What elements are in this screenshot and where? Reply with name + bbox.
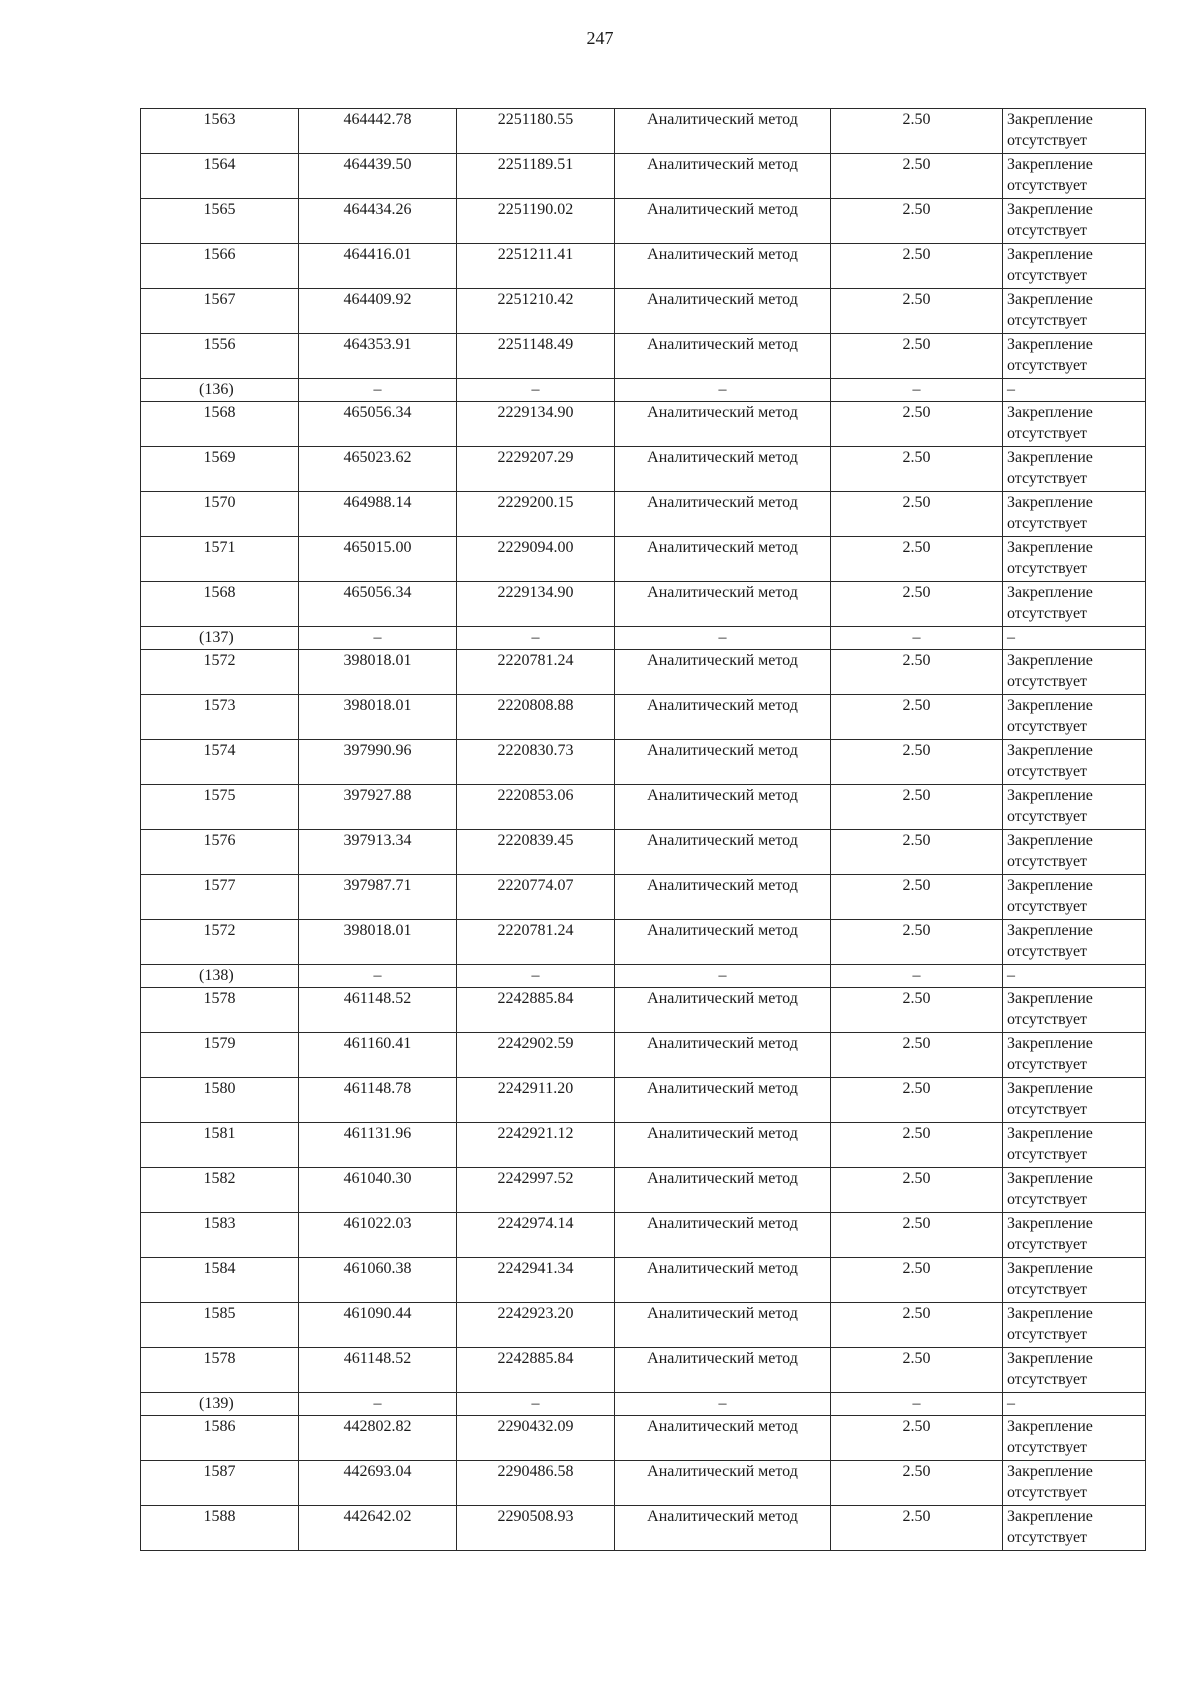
fixation-cell: Закрепление отсутствует [1003,1033,1146,1078]
method-cell: Аналитический метод [615,537,831,582]
y-coordinate-cell: 2220853.06 [457,785,615,830]
y-coordinate-cell: 2220781.24 [457,650,615,695]
method-cell: Аналитический метод [615,1416,831,1461]
point-number-cell: 1566 [141,244,299,289]
fixation-cell: Закрепление отсутствует [1003,289,1146,334]
y-coordinate-cell: 2242885.84 [457,988,615,1033]
fixation-cell: Закрепление отсутствует [1003,650,1146,695]
point-number-cell: 1570 [141,492,299,537]
fixation-cell: Закрепление отсутствует [1003,447,1146,492]
method-cell: Аналитический метод [615,109,831,154]
method-cell: Аналитический метод [615,650,831,695]
table-row [141,492,1146,537]
accuracy-cell: 2.50 [831,109,1003,154]
point-number-cell: 1584 [141,1258,299,1303]
table-row [141,1506,1146,1551]
x-coordinate-cell: 464442.78 [299,109,457,154]
point-number-cell: 1586 [141,1416,299,1461]
accuracy-cell: 2.50 [831,1078,1003,1123]
y-coordinate-cell: – [457,1393,615,1416]
accuracy-cell: 2.50 [831,650,1003,695]
accuracy-cell: 2.50 [831,740,1003,785]
fixation-cell: – [1003,1393,1146,1416]
y-coordinate-cell: 2251211.41 [457,244,615,289]
y-coordinate-cell: 2290508.93 [457,1506,615,1551]
fixation-cell: Закрепление отсутствует [1003,582,1146,627]
fixation-cell: Закрепление отсутствует [1003,1506,1146,1551]
table-row [141,1078,1146,1123]
method-cell: Аналитический метод [615,1213,831,1258]
x-coordinate-cell: – [299,965,457,988]
table-row [141,244,1146,289]
accuracy-cell: 2.50 [831,447,1003,492]
method-cell: Аналитический метод [615,1078,831,1123]
method-cell: Аналитический метод [615,830,831,875]
accuracy-cell: – [831,379,1003,402]
fixation-cell: Закрепление отсутствует [1003,1258,1146,1303]
table-row [141,1123,1146,1168]
accuracy-cell: 2.50 [831,785,1003,830]
point-number-cell: 1572 [141,920,299,965]
method-cell: Аналитический метод [615,1123,831,1168]
x-coordinate-cell: 464353.91 [299,334,457,379]
y-coordinate-cell: – [457,965,615,988]
method-cell: Аналитический метод [615,1461,831,1506]
accuracy-cell: – [831,627,1003,650]
fixation-cell: – [1003,965,1146,988]
point-number-cell: (136) [141,379,299,402]
x-coordinate-cell: 465056.34 [299,402,457,447]
accuracy-cell: 2.50 [831,537,1003,582]
method-cell: Аналитический метод [615,1506,831,1551]
accuracy-cell: 2.50 [831,1416,1003,1461]
page-number: 247 [586,28,614,48]
point-number-cell: 1578 [141,988,299,1033]
accuracy-cell: 2.50 [831,1168,1003,1213]
method-cell: Аналитический метод [615,785,831,830]
fixation-cell: Закрепление отсутствует [1003,1123,1146,1168]
accuracy-cell: 2.50 [831,920,1003,965]
point-number-cell: 1578 [141,1348,299,1393]
x-coordinate-cell: – [299,379,457,402]
point-number-cell: 1563 [141,109,299,154]
table-row [141,1213,1146,1258]
x-coordinate-cell: 442642.02 [299,1506,457,1551]
x-coordinate-cell: 465056.34 [299,582,457,627]
y-coordinate-cell: 2242921.12 [457,1123,615,1168]
fixation-cell: – [1003,627,1146,650]
method-cell: Аналитический метод [615,402,831,447]
table-row [141,1461,1146,1506]
fixation-cell: Закрепление отсутствует [1003,1078,1146,1123]
x-coordinate-cell: 461148.52 [299,1348,457,1393]
table-row [141,695,1146,740]
point-number-cell: 1572 [141,650,299,695]
y-coordinate-cell: 2242941.34 [457,1258,615,1303]
fixation-cell: Закрепление отсутствует [1003,537,1146,582]
x-coordinate-cell: 461040.30 [299,1168,457,1213]
y-coordinate-cell: 2251180.55 [457,109,615,154]
point-number-cell: 1556 [141,334,299,379]
y-coordinate-cell: 2242923.20 [457,1303,615,1348]
y-coordinate-cell: 2251148.49 [457,334,615,379]
y-coordinate-cell: 2220808.88 [457,695,615,740]
x-coordinate-cell: 398018.01 [299,650,457,695]
table-row [141,988,1146,1033]
x-coordinate-cell: 461022.03 [299,1213,457,1258]
x-coordinate-cell: 464409.92 [299,289,457,334]
y-coordinate-cell: 2220781.24 [457,920,615,965]
table-row [141,154,1146,199]
y-coordinate-cell: 2220830.73 [457,740,615,785]
point-number-cell: 1567 [141,289,299,334]
method-cell: Аналитический метод [615,334,831,379]
method-cell: Аналитический метод [615,695,831,740]
fixation-cell: – [1003,379,1146,402]
y-coordinate-cell: 2242974.14 [457,1213,615,1258]
table-row [141,785,1146,830]
method-cell: – [615,1393,831,1416]
fixation-cell: Закрепление отсутствует [1003,334,1146,379]
fixation-cell: Закрепление отсутствует [1003,920,1146,965]
point-number-cell: 1587 [141,1461,299,1506]
table-row [141,875,1146,920]
point-number-cell: (139) [141,1393,299,1416]
accuracy-cell: 2.50 [831,402,1003,447]
point-number-cell: (138) [141,965,299,988]
x-coordinate-cell: 464416.01 [299,244,457,289]
accuracy-cell: 2.50 [831,1123,1003,1168]
x-coordinate-cell: 461090.44 [299,1303,457,1348]
fixation-cell: Закрепление отсутствует [1003,1348,1146,1393]
point-number-cell: 1588 [141,1506,299,1551]
point-number-cell: 1585 [141,1303,299,1348]
x-coordinate-cell: 397913.34 [299,830,457,875]
accuracy-cell: 2.50 [831,1506,1003,1551]
point-number-cell: 1580 [141,1078,299,1123]
x-coordinate-cell: – [299,1393,457,1416]
y-coordinate-cell: 2242885.84 [457,1348,615,1393]
method-cell: Аналитический метод [615,740,831,785]
table-row [141,582,1146,627]
point-number-cell: 1569 [141,447,299,492]
table-row [141,402,1146,447]
x-coordinate-cell: 397990.96 [299,740,457,785]
method-cell: Аналитический метод [615,289,831,334]
accuracy-cell: 2.50 [831,289,1003,334]
point-number-cell: 1579 [141,1033,299,1078]
point-number-cell: 1583 [141,1213,299,1258]
method-cell: – [615,379,831,402]
accuracy-cell: – [831,965,1003,988]
y-coordinate-cell: 2251189.51 [457,154,615,199]
x-coordinate-cell: 397927.88 [299,785,457,830]
accuracy-cell: 2.50 [831,830,1003,875]
table-row [141,650,1146,695]
accuracy-cell: 2.50 [831,875,1003,920]
point-number-cell: 1568 [141,582,299,627]
x-coordinate-cell: 442802.82 [299,1416,457,1461]
x-coordinate-cell: 398018.01 [299,695,457,740]
fixation-cell: Закрепление отсутствует [1003,875,1146,920]
y-coordinate-cell: 2251190.02 [457,199,615,244]
method-cell: Аналитический метод [615,1348,831,1393]
method-cell: Аналитический метод [615,875,831,920]
method-cell: Аналитический метод [615,154,831,199]
y-coordinate-cell: 2242997.52 [457,1168,615,1213]
accuracy-cell: 2.50 [831,582,1003,627]
y-coordinate-cell: 2242911.20 [457,1078,615,1123]
method-cell: Аналитический метод [615,1033,831,1078]
x-coordinate-cell: 397987.71 [299,875,457,920]
fixation-cell: Закрепление отсутствует [1003,1303,1146,1348]
y-coordinate-cell: 2229200.15 [457,492,615,537]
accuracy-cell: 2.50 [831,1303,1003,1348]
method-cell: Аналитический метод [615,1303,831,1348]
x-coordinate-cell: 464988.14 [299,492,457,537]
x-coordinate-cell: 465023.62 [299,447,457,492]
point-number-cell: 1571 [141,537,299,582]
y-coordinate-cell: 2242902.59 [457,1033,615,1078]
method-cell: Аналитический метод [615,199,831,244]
fixation-cell: Закрепление отсутствует [1003,244,1146,289]
point-number-cell: 1574 [141,740,299,785]
x-coordinate-cell: 398018.01 [299,920,457,965]
fixation-cell: Закрепление отсутствует [1003,199,1146,244]
method-cell: Аналитический метод [615,988,831,1033]
fixation-cell: Закрепление отсутствует [1003,740,1146,785]
accuracy-cell: 2.50 [831,1461,1003,1506]
contour-separator-row [141,627,1146,650]
point-number-cell: (137) [141,627,299,650]
method-cell: – [615,965,831,988]
accuracy-cell: 2.50 [831,1258,1003,1303]
table-row [141,537,1146,582]
fixation-cell: Закрепление отсутствует [1003,695,1146,740]
table-row [141,289,1146,334]
fixation-cell: Закрепление отсутствует [1003,830,1146,875]
method-cell: Аналитический метод [615,920,831,965]
table-row [141,109,1146,154]
fixation-cell: Закрепление отсутствует [1003,1416,1146,1461]
point-number-cell: 1582 [141,1168,299,1213]
table-row [141,1033,1146,1078]
y-coordinate-cell: 2229207.29 [457,447,615,492]
table-row [141,830,1146,875]
point-number-cell: 1565 [141,199,299,244]
point-number-cell: 1573 [141,695,299,740]
coordinates-table-body [141,109,1146,1551]
y-coordinate-cell: 2290486.58 [457,1461,615,1506]
y-coordinate-cell: 2229134.90 [457,402,615,447]
table-row [141,334,1146,379]
y-coordinate-cell: 2229134.90 [457,582,615,627]
method-cell: Аналитический метод [615,244,831,289]
point-number-cell: 1576 [141,830,299,875]
fixation-cell: Закрепление отсутствует [1003,988,1146,1033]
accuracy-cell: 2.50 [831,988,1003,1033]
x-coordinate-cell: 461160.41 [299,1033,457,1078]
accuracy-cell: 2.50 [831,695,1003,740]
table-row [141,740,1146,785]
table-row [141,1303,1146,1348]
contour-separator-row [141,1393,1146,1416]
fixation-cell: Закрепление отсутствует [1003,785,1146,830]
contour-separator-row [141,965,1146,988]
fixation-cell: Закрепление отсутствует [1003,154,1146,199]
method-cell: Аналитический метод [615,492,831,537]
y-coordinate-cell: 2220774.07 [457,875,615,920]
accuracy-cell: 2.50 [831,1348,1003,1393]
accuracy-cell: 2.50 [831,334,1003,379]
fixation-cell: Закрепление отсутствует [1003,109,1146,154]
table-row [141,447,1146,492]
x-coordinate-cell: 461148.78 [299,1078,457,1123]
x-coordinate-cell: 461060.38 [299,1258,457,1303]
point-number-cell: 1575 [141,785,299,830]
table-row [141,1348,1146,1393]
table-row [141,199,1146,244]
coordinates-table [140,108,1146,1551]
point-number-cell: 1581 [141,1123,299,1168]
x-coordinate-cell: 461148.52 [299,988,457,1033]
accuracy-cell: 2.50 [831,244,1003,289]
y-coordinate-cell: 2251210.42 [457,289,615,334]
x-coordinate-cell: – [299,627,457,650]
fixation-cell: Закрепление отсутствует [1003,1213,1146,1258]
table-row [141,1258,1146,1303]
accuracy-cell: 2.50 [831,1033,1003,1078]
point-number-cell: 1577 [141,875,299,920]
y-coordinate-cell: – [457,627,615,650]
accuracy-cell: 2.50 [831,154,1003,199]
contour-separator-row [141,379,1146,402]
fixation-cell: Закрепление отсутствует [1003,492,1146,537]
table-row [141,1416,1146,1461]
x-coordinate-cell: 442693.04 [299,1461,457,1506]
point-number-cell: 1564 [141,154,299,199]
x-coordinate-cell: 465015.00 [299,537,457,582]
method-cell: Аналитический метод [615,582,831,627]
y-coordinate-cell: 2220839.45 [457,830,615,875]
method-cell: Аналитический метод [615,447,831,492]
y-coordinate-cell: – [457,379,615,402]
method-cell: Аналитический метод [615,1258,831,1303]
accuracy-cell: – [831,1393,1003,1416]
method-cell: Аналитический метод [615,1168,831,1213]
x-coordinate-cell: 464434.26 [299,199,457,244]
x-coordinate-cell: 461131.96 [299,1123,457,1168]
table-row [141,1168,1146,1213]
fixation-cell: Закрепление отсутствует [1003,1168,1146,1213]
fixation-cell: Закрепление отсутствует [1003,402,1146,447]
accuracy-cell: 2.50 [831,199,1003,244]
table-row [141,920,1146,965]
fixation-cell: Закрепление отсутствует [1003,1461,1146,1506]
y-coordinate-cell: 2290432.09 [457,1416,615,1461]
method-cell: – [615,627,831,650]
accuracy-cell: 2.50 [831,492,1003,537]
x-coordinate-cell: 464439.50 [299,154,457,199]
y-coordinate-cell: 2229094.00 [457,537,615,582]
accuracy-cell: 2.50 [831,1213,1003,1258]
point-number-cell: 1568 [141,402,299,447]
